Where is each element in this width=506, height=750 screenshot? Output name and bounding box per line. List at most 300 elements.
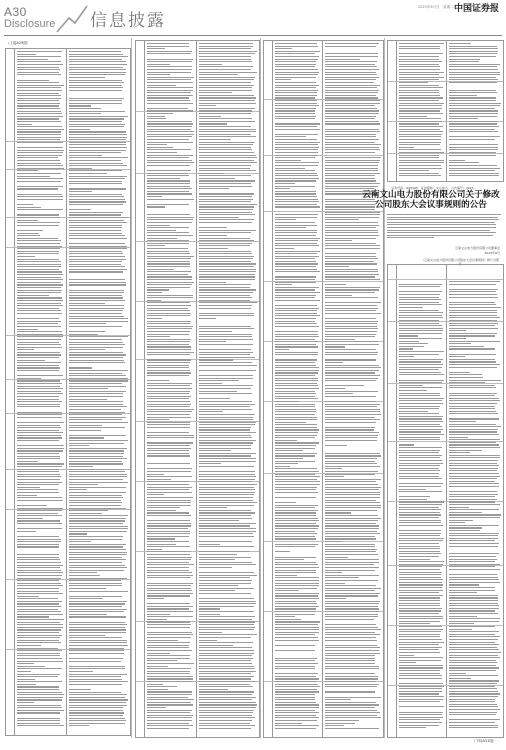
text-line bbox=[449, 398, 499, 399]
text-line bbox=[17, 588, 59, 589]
text-line bbox=[17, 466, 62, 467]
text-line bbox=[449, 639, 498, 640]
text-line bbox=[275, 380, 318, 381]
text-line bbox=[325, 225, 379, 226]
text-line bbox=[199, 567, 232, 568]
text-line bbox=[69, 308, 124, 309]
text-line bbox=[399, 356, 414, 357]
text-line bbox=[399, 636, 440, 637]
text-line bbox=[275, 100, 317, 101]
text-line bbox=[399, 590, 443, 591]
text-line bbox=[449, 395, 495, 396]
text-line bbox=[69, 54, 123, 55]
text-line bbox=[199, 388, 251, 389]
text-line bbox=[69, 399, 107, 400]
text-line bbox=[399, 499, 427, 500]
text-line bbox=[199, 653, 254, 654]
text-line bbox=[449, 77, 496, 78]
text-line bbox=[69, 531, 127, 532]
text-line bbox=[275, 481, 320, 482]
text-line bbox=[449, 439, 500, 440]
text-line bbox=[17, 90, 62, 91]
text-line bbox=[69, 471, 125, 472]
text-line bbox=[399, 390, 427, 391]
text-line bbox=[275, 271, 320, 272]
text-line bbox=[147, 445, 190, 446]
text-line bbox=[199, 152, 254, 153]
text-line bbox=[449, 312, 497, 313]
text-line bbox=[147, 393, 189, 394]
text-line bbox=[275, 225, 317, 226]
text-line bbox=[399, 142, 441, 143]
text-line bbox=[147, 660, 177, 661]
text-line bbox=[325, 502, 380, 503]
text-line bbox=[147, 531, 190, 532]
text-line bbox=[449, 584, 479, 585]
text-line bbox=[69, 596, 122, 597]
text-line bbox=[325, 437, 377, 438]
text-line bbox=[17, 422, 64, 423]
text-line bbox=[399, 450, 440, 451]
text-line bbox=[275, 123, 320, 124]
table-column-revised bbox=[449, 281, 501, 733]
text-line bbox=[147, 598, 164, 599]
text-line bbox=[199, 417, 253, 418]
text-line bbox=[147, 227, 189, 228]
text-line bbox=[325, 222, 378, 223]
text-line bbox=[275, 694, 315, 695]
text-line bbox=[147, 100, 190, 101]
text-line bbox=[449, 491, 497, 492]
text-line bbox=[17, 222, 60, 223]
text-line bbox=[325, 362, 343, 363]
text-line bbox=[147, 157, 189, 158]
text-line bbox=[147, 588, 191, 589]
text-line bbox=[69, 520, 125, 521]
text-line bbox=[147, 645, 189, 646]
text-line bbox=[399, 291, 442, 292]
text-line bbox=[199, 188, 229, 189]
text-line bbox=[399, 72, 444, 73]
text-line bbox=[399, 157, 439, 158]
text-line bbox=[17, 121, 61, 122]
text-line bbox=[449, 302, 495, 303]
text-line bbox=[17, 497, 62, 498]
text-line bbox=[325, 344, 379, 345]
text-line bbox=[199, 461, 256, 462]
text-line bbox=[399, 634, 440, 635]
text-line bbox=[199, 87, 252, 88]
text-line bbox=[449, 361, 496, 362]
section-name-en: Disclosure bbox=[4, 18, 56, 30]
text-line bbox=[199, 593, 251, 594]
column-divider bbox=[131, 38, 132, 738]
text-line bbox=[199, 606, 254, 607]
text-line bbox=[275, 310, 317, 311]
text-line bbox=[69, 684, 122, 685]
text-line bbox=[325, 728, 379, 729]
text-line bbox=[199, 681, 255, 682]
text-line bbox=[275, 538, 316, 539]
text-line bbox=[449, 704, 497, 705]
text-line bbox=[325, 546, 375, 547]
text-line bbox=[399, 673, 440, 674]
text-line bbox=[399, 693, 439, 694]
text-line bbox=[449, 463, 497, 464]
text-line bbox=[399, 335, 418, 336]
text-line bbox=[147, 678, 193, 679]
text-line bbox=[399, 395, 440, 396]
text-line bbox=[17, 386, 60, 387]
text-line bbox=[449, 48, 498, 49]
text-line bbox=[325, 673, 375, 674]
text-line bbox=[17, 417, 62, 418]
text-line bbox=[275, 391, 315, 392]
text-line bbox=[325, 650, 379, 651]
text-line bbox=[449, 520, 473, 521]
text-line bbox=[69, 609, 127, 610]
text-line bbox=[275, 253, 317, 254]
text-line bbox=[449, 160, 465, 161]
text-line bbox=[69, 295, 122, 296]
text-line bbox=[69, 72, 126, 73]
text-line bbox=[275, 344, 316, 345]
text-line bbox=[449, 470, 497, 471]
text-line bbox=[147, 583, 193, 584]
text-line bbox=[275, 668, 315, 669]
text-line bbox=[199, 69, 251, 70]
text-line bbox=[147, 323, 190, 324]
text-line bbox=[147, 567, 189, 568]
text-line bbox=[17, 279, 63, 280]
text-line bbox=[325, 72, 376, 73]
text-line bbox=[17, 578, 61, 579]
text-line bbox=[325, 318, 376, 319]
text-line bbox=[399, 501, 444, 502]
text-line bbox=[449, 155, 496, 156]
text-line bbox=[449, 411, 496, 412]
text-line bbox=[449, 64, 500, 65]
text-line bbox=[399, 304, 442, 305]
text-line bbox=[399, 623, 430, 624]
text-line bbox=[449, 597, 498, 598]
text-line bbox=[325, 678, 378, 679]
text-line bbox=[199, 375, 253, 376]
text-line bbox=[199, 256, 254, 257]
text-line bbox=[69, 59, 122, 60]
text-line bbox=[17, 520, 60, 521]
text-line bbox=[275, 341, 319, 342]
text-line bbox=[147, 256, 194, 257]
text-line bbox=[399, 543, 439, 544]
text-line bbox=[147, 53, 191, 54]
text-line bbox=[147, 321, 191, 322]
text-line bbox=[199, 186, 252, 187]
text-line bbox=[275, 346, 318, 347]
text-line bbox=[399, 139, 441, 140]
text-line bbox=[147, 650, 192, 651]
text-line bbox=[449, 175, 499, 176]
text-line bbox=[275, 315, 320, 316]
text-line bbox=[275, 149, 318, 150]
text-line bbox=[275, 339, 315, 340]
text-line bbox=[147, 505, 191, 506]
text-line bbox=[199, 642, 253, 643]
text-line bbox=[399, 579, 443, 580]
text-line bbox=[275, 684, 318, 685]
text-line bbox=[275, 544, 318, 545]
text-line bbox=[399, 486, 441, 487]
text-line bbox=[275, 201, 319, 202]
text-line bbox=[399, 556, 439, 557]
text-line bbox=[69, 692, 121, 693]
text-line bbox=[449, 343, 471, 344]
text-line bbox=[69, 458, 127, 459]
text-line bbox=[17, 194, 62, 195]
text-line bbox=[69, 671, 93, 672]
text-line bbox=[147, 308, 188, 309]
text-line bbox=[325, 385, 364, 386]
text-line bbox=[275, 450, 303, 451]
text-line bbox=[325, 341, 378, 342]
text-line bbox=[325, 520, 378, 521]
text-line bbox=[147, 118, 166, 119]
text-line bbox=[69, 552, 127, 553]
text-line bbox=[325, 56, 378, 57]
text-line bbox=[399, 424, 440, 425]
text-line bbox=[325, 232, 378, 233]
text-line bbox=[449, 494, 498, 495]
text-line bbox=[147, 653, 170, 654]
text-line bbox=[325, 531, 377, 532]
text-line bbox=[449, 403, 497, 404]
text-line bbox=[17, 635, 62, 636]
text-line bbox=[147, 450, 189, 451]
text-line bbox=[449, 727, 498, 728]
text-line bbox=[17, 601, 62, 602]
text-line bbox=[275, 479, 317, 480]
text-line bbox=[449, 649, 499, 650]
text-line bbox=[147, 245, 165, 246]
text-line bbox=[449, 372, 470, 373]
text-line bbox=[325, 160, 380, 161]
text-line bbox=[69, 310, 123, 311]
text-line bbox=[399, 152, 444, 153]
text-line bbox=[147, 593, 193, 594]
text-line bbox=[399, 463, 443, 464]
text-line bbox=[399, 385, 423, 386]
text-line bbox=[69, 624, 127, 625]
text-line bbox=[275, 232, 317, 233]
text-line bbox=[17, 238, 58, 239]
text-line bbox=[17, 292, 61, 293]
text-line bbox=[275, 702, 316, 703]
text-line bbox=[69, 118, 124, 119]
text-line bbox=[275, 74, 318, 75]
text-line bbox=[147, 219, 193, 220]
text-line bbox=[387, 222, 495, 223]
text-line bbox=[199, 691, 254, 692]
text-line bbox=[17, 248, 60, 249]
text-line bbox=[325, 134, 376, 135]
text-line bbox=[147, 525, 191, 526]
text-line bbox=[399, 413, 439, 414]
text-line bbox=[399, 69, 440, 70]
text-line bbox=[147, 712, 190, 713]
text-line bbox=[325, 603, 379, 604]
text-line bbox=[147, 627, 190, 628]
text-line bbox=[399, 460, 442, 461]
text-line bbox=[325, 359, 376, 360]
text-line bbox=[199, 48, 251, 49]
text-line bbox=[17, 510, 62, 511]
text-line bbox=[325, 276, 375, 277]
text-line bbox=[449, 468, 498, 469]
text-line bbox=[449, 577, 498, 578]
text-line bbox=[17, 655, 60, 656]
text-line bbox=[449, 667, 499, 668]
text-line bbox=[449, 170, 495, 171]
text-line bbox=[275, 105, 319, 106]
text-line bbox=[69, 256, 125, 257]
text-line bbox=[69, 404, 123, 405]
text-line bbox=[399, 162, 444, 163]
text-line bbox=[199, 450, 231, 451]
text-line bbox=[17, 383, 62, 384]
text-line bbox=[275, 608, 316, 609]
text-line bbox=[199, 572, 254, 573]
text-line bbox=[199, 136, 256, 137]
text-line bbox=[325, 77, 379, 78]
text-line bbox=[147, 263, 190, 264]
text-line bbox=[199, 131, 256, 132]
text-line bbox=[199, 632, 222, 633]
text-line bbox=[399, 97, 443, 98]
text-line bbox=[275, 658, 317, 659]
text-line bbox=[449, 478, 497, 479]
text-line bbox=[325, 663, 375, 664]
text-line bbox=[199, 331, 232, 332]
text-line bbox=[17, 591, 59, 592]
text-line bbox=[325, 474, 375, 475]
text-line bbox=[399, 92, 439, 93]
text-line bbox=[399, 530, 441, 531]
text-line bbox=[325, 235, 379, 236]
text-line bbox=[275, 97, 315, 98]
text-line bbox=[275, 113, 315, 114]
text-line bbox=[325, 230, 378, 231]
text-line bbox=[275, 362, 315, 363]
text-line bbox=[69, 163, 123, 164]
text-line bbox=[449, 162, 479, 163]
text-line bbox=[17, 186, 63, 187]
text-line bbox=[147, 720, 192, 721]
text-line bbox=[275, 442, 319, 443]
text-line bbox=[399, 489, 426, 490]
text-line bbox=[199, 168, 250, 169]
text-line bbox=[69, 559, 126, 560]
text-line bbox=[399, 297, 439, 298]
text-line bbox=[325, 414, 381, 415]
text-line bbox=[17, 147, 63, 148]
text-line bbox=[69, 461, 122, 462]
text-line bbox=[17, 611, 61, 612]
text-line bbox=[449, 460, 498, 461]
text-line bbox=[69, 427, 125, 428]
text-line bbox=[449, 97, 496, 98]
text-line bbox=[199, 494, 254, 495]
text-line bbox=[69, 437, 104, 438]
notice-kicker: 证券代码：600995 证券简称：文山电力 公告编号：2023- bbox=[391, 186, 475, 190]
text-line bbox=[275, 707, 319, 708]
text-line bbox=[325, 710, 377, 711]
text-line bbox=[17, 150, 64, 151]
text-line bbox=[199, 180, 255, 181]
text-line bbox=[69, 69, 126, 70]
text-line bbox=[17, 712, 60, 713]
text-line bbox=[17, 648, 58, 649]
text-line bbox=[275, 191, 316, 192]
text-line bbox=[325, 637, 376, 638]
text-line bbox=[449, 512, 482, 513]
text-line bbox=[325, 305, 377, 306]
text-line bbox=[147, 173, 188, 174]
text-line bbox=[17, 515, 62, 516]
text-line bbox=[325, 238, 376, 239]
text-line bbox=[147, 149, 191, 150]
text-line bbox=[17, 562, 61, 563]
text-line bbox=[325, 660, 375, 661]
text-line bbox=[325, 95, 376, 96]
text-line bbox=[17, 54, 36, 55]
text-line bbox=[325, 533, 380, 534]
text-line bbox=[199, 492, 255, 493]
text-line bbox=[147, 419, 169, 420]
text-line bbox=[199, 414, 255, 415]
text-line bbox=[387, 214, 501, 215]
text-line bbox=[199, 588, 254, 589]
text-line bbox=[199, 305, 252, 306]
text-line bbox=[147, 334, 189, 335]
text-line bbox=[147, 484, 189, 485]
text-line bbox=[325, 339, 355, 340]
text-line bbox=[147, 85, 176, 86]
text-line bbox=[399, 175, 441, 176]
text-line bbox=[17, 546, 59, 547]
text-line bbox=[449, 587, 495, 588]
text-line bbox=[147, 549, 162, 550]
text-line bbox=[199, 627, 255, 628]
text-line bbox=[147, 305, 191, 306]
text-line bbox=[17, 295, 49, 296]
text-line bbox=[275, 287, 319, 288]
text-line bbox=[399, 621, 440, 622]
text-line bbox=[147, 261, 190, 262]
text-line bbox=[275, 243, 317, 244]
text-line bbox=[325, 90, 379, 91]
text-line bbox=[147, 710, 192, 711]
text-line bbox=[17, 176, 50, 177]
text-line bbox=[275, 603, 317, 604]
text-line bbox=[199, 525, 250, 526]
text-line bbox=[199, 603, 256, 604]
text-line bbox=[17, 482, 62, 483]
text-line bbox=[275, 126, 317, 127]
text-line bbox=[17, 300, 63, 301]
text-line bbox=[325, 269, 378, 270]
text-line bbox=[17, 653, 60, 654]
text-line bbox=[69, 253, 123, 254]
